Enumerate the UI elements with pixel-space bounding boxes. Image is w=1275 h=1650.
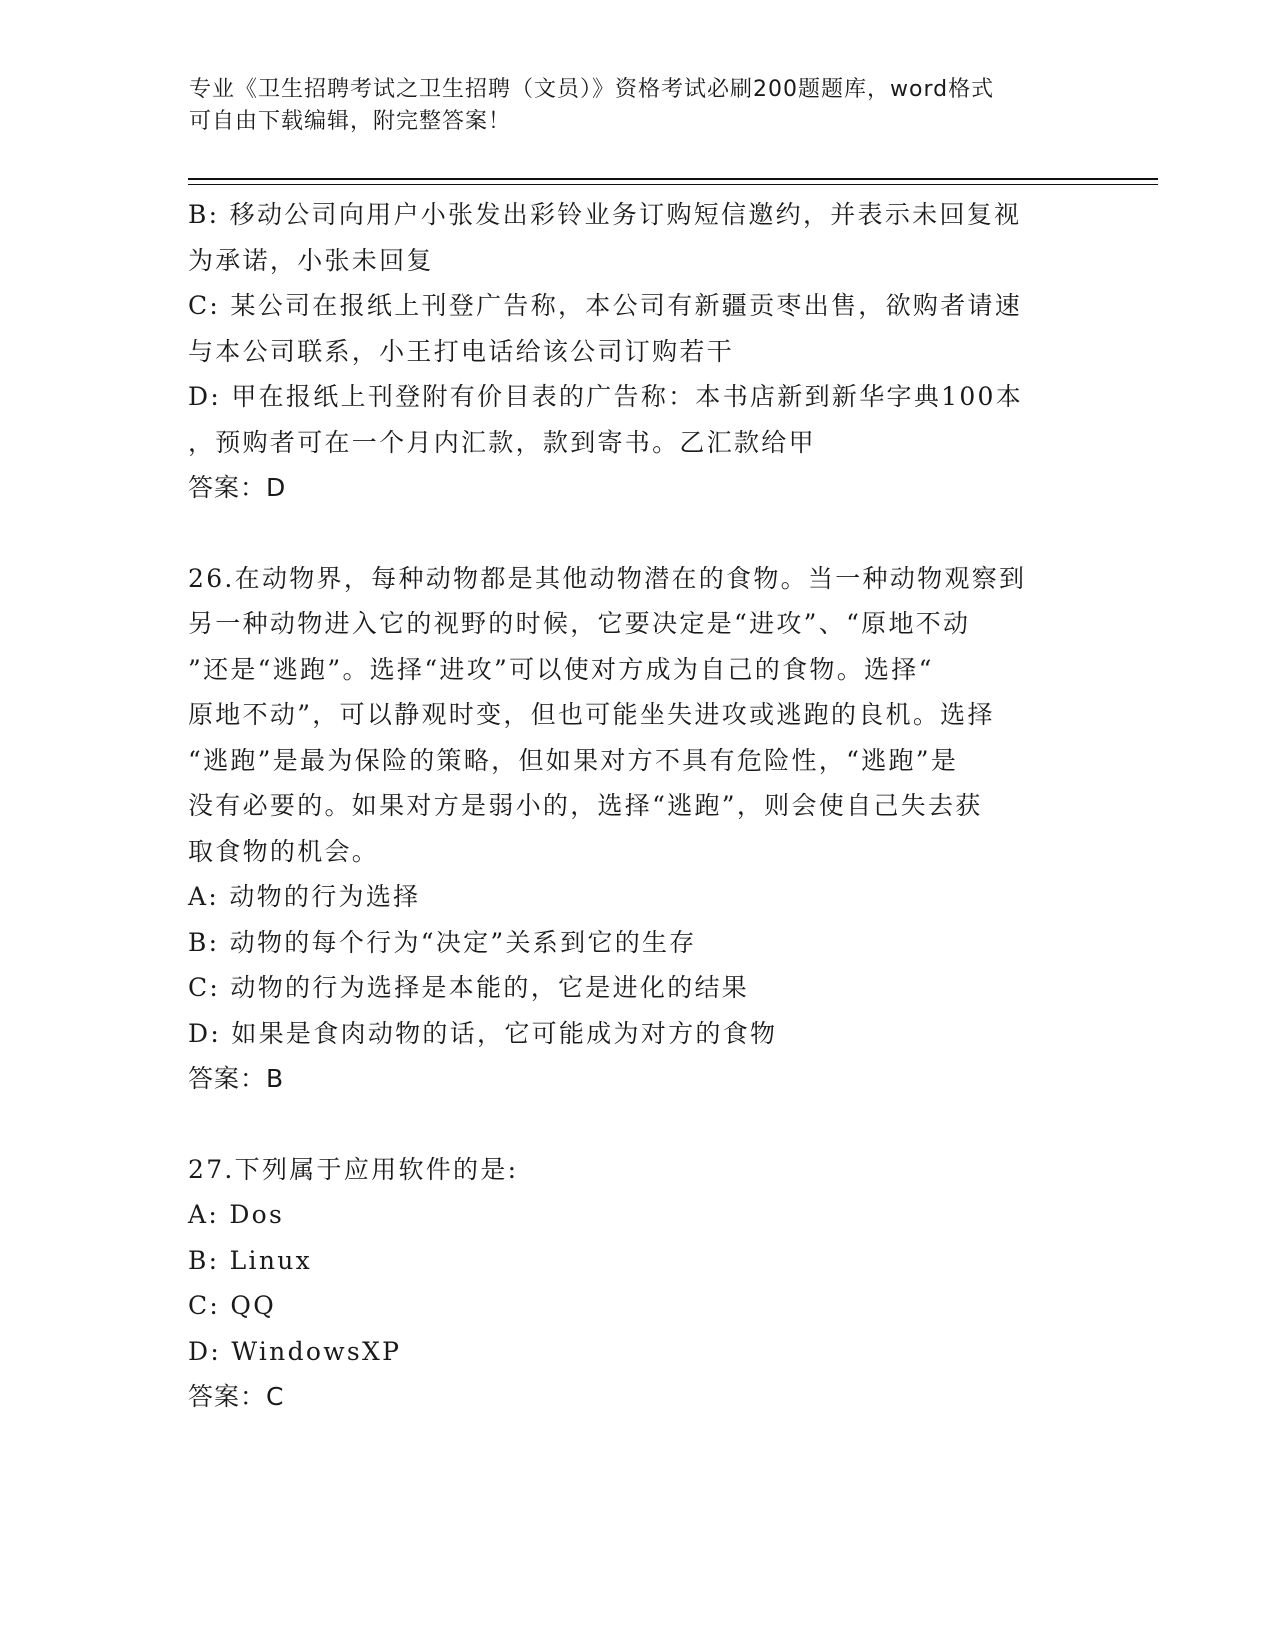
question-stem-line: “逃跑”是最为保险的策略，但如果对方不具有危险性，“逃跑”是 xyxy=(188,745,959,775)
option-c: C: 动物的行为选择是本能的，它是进化的结果 xyxy=(188,973,750,1002)
question-25 xyxy=(188,192,1088,511)
option-c: C: QQ xyxy=(188,1291,276,1320)
answer-label: 答案：C xyxy=(188,1382,285,1411)
spacer xyxy=(188,1102,1088,1147)
question-stem-line: 取食物的机会。 xyxy=(188,836,380,866)
question-stem-line: 没有必要的。如果对方是弱小的，选择“逃跑”，则会使自己失去获 xyxy=(188,791,983,820)
header-divider xyxy=(188,178,1158,180)
header-line: 可自由下载编辑，附完整答案！ xyxy=(189,109,512,134)
option-d: D: WindowsXP xyxy=(188,1336,402,1366)
header-line: 专业《卫生招聘考试之卫生招聘（文员）》资格考试必刷200题题库，word格式 xyxy=(189,77,995,102)
question-stem: 27.下列属于应用软件的是: xyxy=(188,1154,519,1184)
question-stem-line: 另一种动物进入它的视野的时候，它要决定是“进攻”、“原地不动 xyxy=(188,609,971,638)
spacer xyxy=(188,511,1088,556)
option-d: D: 如果是食肉动物的话，它可能成为对方的食物 xyxy=(188,1018,778,1048)
option-b-line: 为承诺，小张未回复 xyxy=(188,245,434,275)
question-stem-line: ”还是“逃跑”。选择“进攻”可以使对方成为自己的食物。选择“ xyxy=(188,654,934,684)
option-a: A: 动物的行为选择 xyxy=(188,882,421,911)
question-stem-line: 原地不动”，可以静观时变，但也可能坐失进攻或逃跑的良机。选择 xyxy=(188,700,995,729)
option-b: B: Linux xyxy=(188,1245,313,1275)
option-d-line: D: 甲在报纸上刊登附有价目表的广告称：本书店新到新华字典100本 xyxy=(188,382,1024,411)
option-a: A: Dos xyxy=(188,1200,285,1229)
answer-label: 答案：D xyxy=(188,473,287,502)
option-c-line: C: 某公司在报纸上刊登广告称，本公司有新疆贡枣出售，欲购者请速 xyxy=(188,291,1023,320)
answer-label: 答案：B xyxy=(188,1064,285,1093)
document-header xyxy=(189,74,1089,138)
question-26 xyxy=(188,556,1088,1102)
option-d-line: ，预购者可在一个月内汇款，款到寄书。乙汇款给甲 xyxy=(188,427,816,457)
option-c-line: 与本公司联系，小王打电话给该公司订购若干 xyxy=(188,336,735,366)
question-stem-line: 26.在动物界，每种动物都是其他动物潜在的食物。当一种动物观察到 xyxy=(188,563,1027,593)
header-divider-thin xyxy=(188,184,1158,185)
option-b-line: B: 移动公司向用户小张发出彩铃业务订购短信邀约，并表示未回复视 xyxy=(188,200,1022,229)
option-b: B: 动物的每个行为“决定”关系到它的生存 xyxy=(188,927,697,957)
document-body xyxy=(188,192,1088,1420)
question-27 xyxy=(188,1147,1088,1420)
